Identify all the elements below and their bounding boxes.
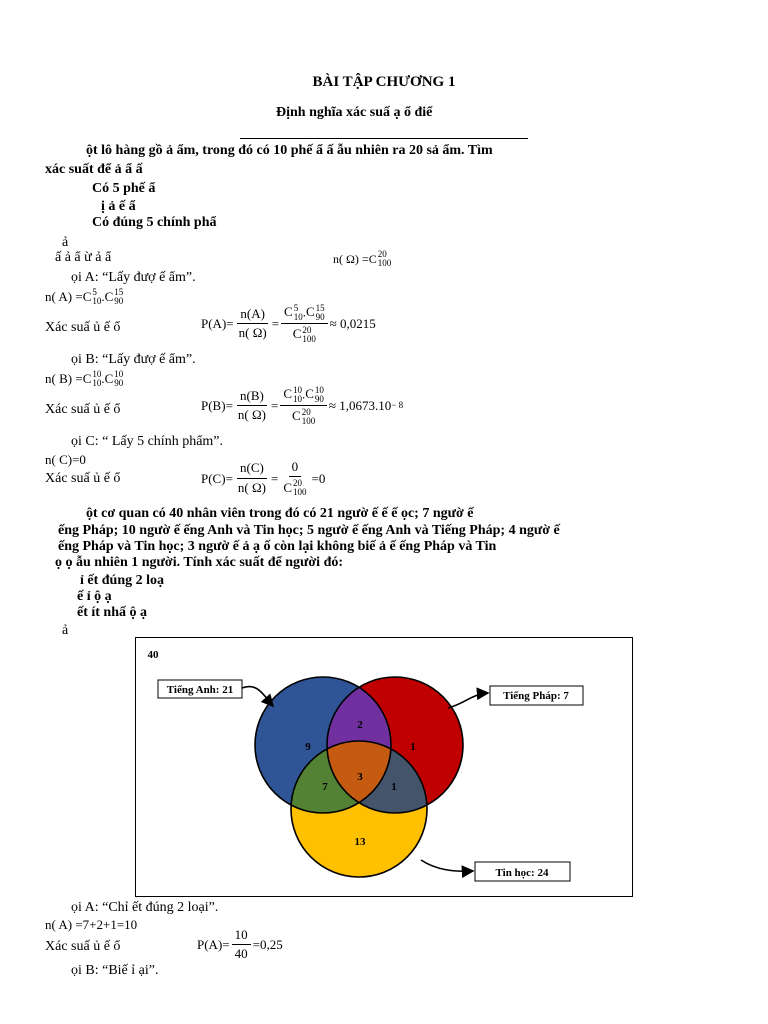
- nc-formula: n( C)=0: [45, 452, 86, 467]
- problem2-option3: ết ít nhấ ộ ạ: [77, 605, 147, 620]
- probability-line-b: Xác suấ ủ ế ổ: [45, 402, 121, 417]
- label-tieng-anh: Tiếng Anh: 21: [166, 684, 234, 696]
- venn-diagram: [135, 637, 633, 897]
- na2-formula: n( A) =7+2+1=10: [45, 917, 138, 932]
- count-total: 40: [147, 649, 159, 661]
- problem1-option3: Có đúng 5 chính phẩ: [92, 215, 217, 230]
- problem2-line2: ếng Pháp; 10 ngườ ế ếng Anh và Tin học; 5 ngườ ế ếng Anh và Tiếng Pháp; 4 ngườ ế: [58, 523, 560, 538]
- omega-formula: n( Ω) = C 20 100: [333, 249, 392, 268]
- solution-line: ấ ả ẩ ừ ả ẩ: [55, 250, 112, 265]
- event-b2-definition: ọi B: “Biế ỉ ại”.: [71, 963, 159, 978]
- problem1-line2: xác suất để ả ẩ ấ: [45, 162, 143, 177]
- label-tin-hoc: Tin học: 24: [495, 867, 549, 879]
- nb-formula: n( B) = C 10 10 . C 10 90: [45, 369, 124, 388]
- label-tieng-phap: Tiếng Pháp: 7: [503, 690, 569, 702]
- count-anh-phap: 2: [357, 719, 363, 731]
- problem2-line3: ếng Pháp và Tin học; 3 ngườ ế ả ạ ố còn lại không biế ả ế ếng Pháp và Tin: [58, 539, 497, 554]
- probability-line-c: Xác suấ ủ ế ổ: [45, 471, 121, 486]
- solution-label: ả: [62, 235, 69, 250]
- probability-line-a: Xác suấ ủ ế ổ: [45, 320, 121, 335]
- problem2-line4: ọ ọ ẫu nhiên 1 người. Tính xác suất để người đó:: [55, 555, 344, 570]
- event-c-definition: ọi C: “ Lấy 5 chính phẩm”.: [71, 434, 224, 449]
- count-anh-tin: 7: [322, 781, 328, 793]
- problem1-option2: ị ả ế ẩ: [101, 199, 136, 214]
- problem1-line1: ột lô hàng gồ ả ẩm, trong đó có 10 phế ẩ ấ ẫu nhiên ra 20 sả ẩm. Tìm: [86, 143, 493, 158]
- page-title: BÀI TẬP CHƯƠNG 1: [312, 74, 456, 90]
- probability-line-a2: Xác suấ ủ ế ổ: [45, 939, 121, 954]
- count-only-tin: 13: [354, 836, 366, 848]
- event-b-definition: ọi B: “Lấy đượ ế ẩm”.: [71, 352, 196, 367]
- solution-label-2: ả: [62, 623, 69, 638]
- problem1-option1: Có 5 phế ẩ: [92, 181, 156, 196]
- pb-formula: P(B) = $\frac{n(B)}{n( \Omega)}$ = C 10 10 .C 10 90 C 20 100 ≈ 1,0673.10 − 8: [201, 385, 404, 426]
- count-only-phap: 1: [410, 741, 416, 753]
- event-a-definition: ọi A: “Lấy đượ ế ẩm”.: [71, 270, 196, 285]
- section-subtitle: Định nghĩa xác suấ ạ ổ điể: [276, 105, 433, 120]
- venn-svg: [136, 638, 631, 895]
- problem2-option2: ế ỉ ộ ạ: [77, 589, 112, 604]
- event-a2-definition: ọi A: “Chỉ ết đúng 2 loại”.: [71, 900, 219, 915]
- count-only-anh: 9: [305, 741, 311, 753]
- na-formula: n( A) = C 5 10 . C 15 90: [45, 287, 124, 306]
- count-all-three: 3: [357, 771, 363, 783]
- pa2-formula: P(A) = $\frac{10}{40}$ =0,25: [197, 927, 283, 962]
- count-phap-tin: 1: [391, 781, 397, 793]
- problem2-option1: ỉ ết đúng 2 loạ: [80, 573, 165, 588]
- pc-formula: P(C) = $\frac{n(C)}{n( \Omega)}$ = 0 C 20 100 =0: [201, 459, 326, 497]
- pa-formula: P(A) = $\frac{n(A)}{n( \Omega)}$ = C 5 10 .C 15 90 C 20 100 ≈ 0,0215: [201, 303, 376, 344]
- divider: [240, 138, 528, 139]
- problem2-line1: ột cơ quan có 40 nhân viên trong đó có 21 ngườ ế ế ế ọc; 7 ngườ ế: [86, 506, 474, 521]
